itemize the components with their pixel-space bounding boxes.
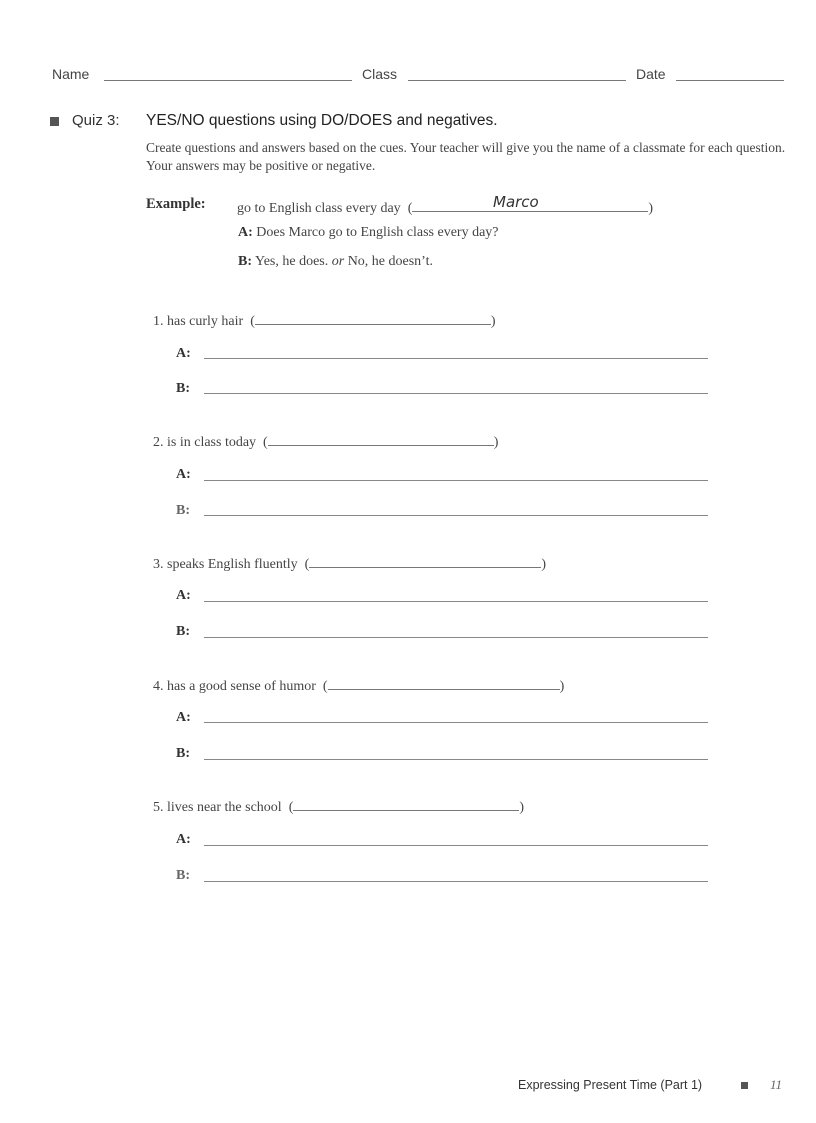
name-field[interactable]	[104, 80, 352, 81]
answer-a-field[interactable]	[204, 480, 708, 481]
example-a-text: Does Marco go to English class every day?	[256, 225, 499, 240]
question-cue: is in class today	[167, 435, 257, 450]
answer-b-label: B:	[176, 503, 190, 518]
example-cue: go to English class every day	[237, 201, 401, 216]
footer-chapter-title: Expressing Present Time (Part 1)	[518, 1078, 703, 1092]
answer-b-field[interactable]	[204, 515, 708, 516]
answer-b-field[interactable]	[204, 759, 708, 760]
answer-a-label: A:	[176, 588, 191, 603]
question-cue: lives near the school	[167, 800, 282, 815]
classmate-name-field[interactable]	[255, 310, 491, 325]
question-3: 3. speaks English fluently ( )	[153, 553, 546, 573]
question-1: 1. has curly hair ( )	[153, 310, 496, 330]
question-cue: has curly hair	[167, 314, 244, 329]
answer-a-field[interactable]	[204, 601, 708, 602]
example-b-line	[238, 254, 433, 270]
answer-a-field[interactable]	[204, 722, 708, 723]
footer-bullet-icon	[741, 1082, 748, 1089]
answer-a-label: A:	[176, 467, 191, 482]
answer-a-label: A:	[176, 710, 191, 725]
question-number: 4.	[153, 679, 164, 694]
quiz-label: Quiz 3:	[72, 112, 120, 129]
date-label: Date	[636, 66, 666, 82]
example-b-text-2: No, he doesn’t.	[347, 254, 433, 269]
question-cue: has a good sense of humor	[167, 679, 316, 694]
answer-a-label: A:	[176, 346, 191, 361]
name-label: Name	[52, 66, 90, 82]
question-number: 5.	[153, 800, 164, 815]
header-row	[52, 66, 786, 86]
example-b-or: or	[331, 254, 345, 269]
example-a-label: A:	[238, 225, 253, 240]
class-label: Class	[362, 66, 398, 82]
question-cue: speaks English fluently	[167, 557, 298, 572]
answer-b-field[interactable]	[204, 393, 708, 394]
example-b-text-1: Yes, he does.	[254, 254, 329, 269]
answer-b-label: B:	[176, 868, 190, 883]
date-field[interactable]	[676, 80, 784, 81]
answer-a-field[interactable]	[204, 358, 708, 359]
example-b-label: B:	[238, 254, 252, 269]
question-number: 1.	[153, 314, 164, 329]
classmate-name-field[interactable]	[328, 675, 560, 690]
question-5: 5. lives near the school ( )	[153, 796, 524, 816]
example-a-line	[238, 225, 499, 241]
quiz-title: YES/NO questions using DO/DOES and negatives.	[146, 112, 498, 129]
question-4: 4. has a good sense of humor ( )	[153, 675, 564, 695]
example-cue-row: go to English class every day ( )	[237, 197, 653, 217]
class-field[interactable]	[408, 80, 626, 81]
quiz-instructions: Create questions and answers based on the cues. Your teacher will give you the name of a classmate for each question. Your answers may be positive or negative.	[146, 140, 786, 173]
question-number: 2.	[153, 435, 164, 450]
answer-b-label: B:	[176, 381, 190, 396]
answer-a-field[interactable]	[204, 845, 708, 846]
question-number: 3.	[153, 557, 164, 572]
example-answer-name: Marco	[493, 193, 539, 211]
classmate-name-field[interactable]	[268, 431, 494, 446]
answer-a-label: A:	[176, 832, 191, 847]
answer-b-label: B:	[176, 624, 190, 639]
question-2: 2. is in class today ( )	[153, 431, 498, 451]
quiz-bullet-icon	[50, 117, 59, 126]
page-number: 11	[770, 1077, 783, 1092]
answer-b-field[interactable]	[204, 637, 708, 638]
classmate-name-field[interactable]	[293, 796, 519, 811]
answer-b-field[interactable]	[204, 881, 708, 882]
classmate-name-field[interactable]	[309, 553, 541, 568]
example-label: Example:	[146, 196, 206, 212]
answer-b-label: B:	[176, 746, 190, 761]
